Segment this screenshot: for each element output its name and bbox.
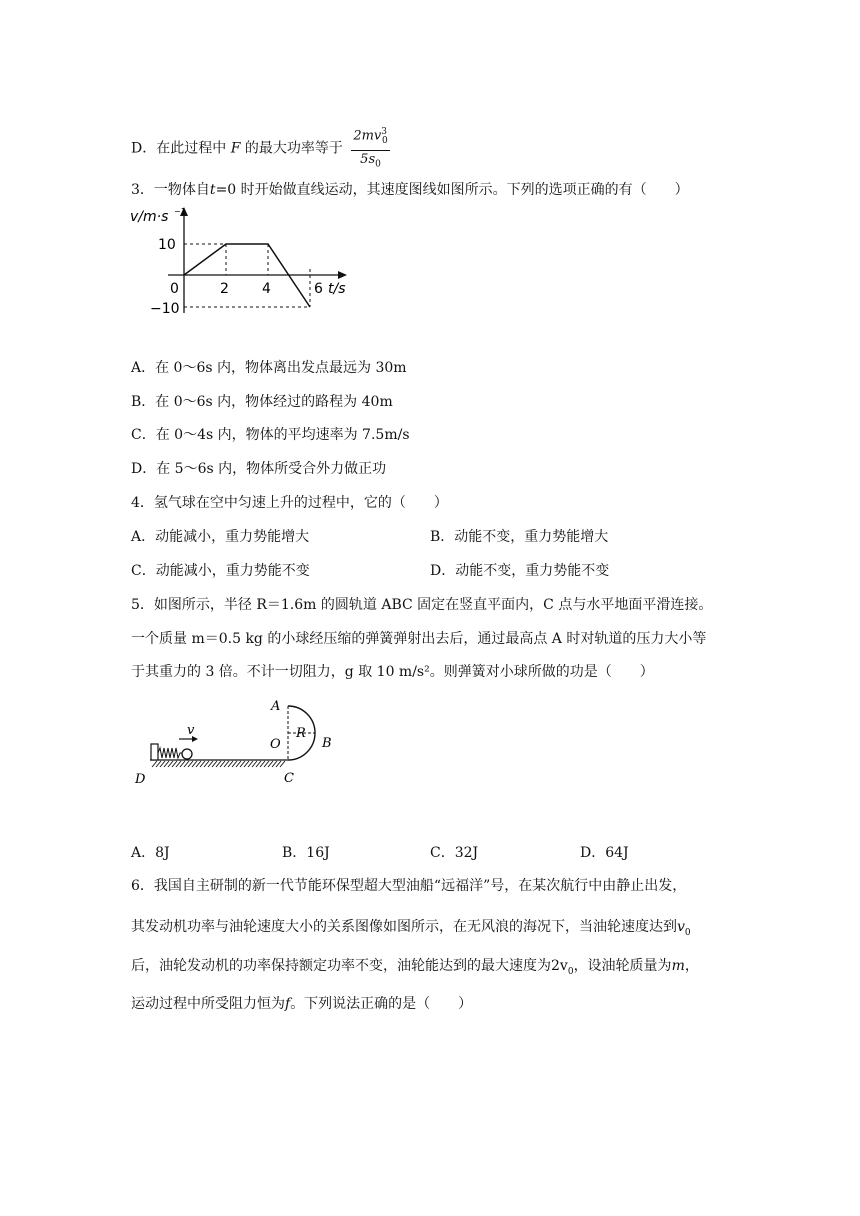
q6-stem-line-2 [131,917,691,943]
ball [182,749,192,759]
label-O: O [270,737,281,752]
q2-option-d-var: F [230,140,241,157]
q5-stem-line-3: 于其重力的 3 倍。不计一切阻力，g 取 10 m/s²。则弹簧对小球所做的功是（ ） [131,664,654,680]
q5-stem-line-2: 一个质量 m＝0.5 kg 的小球经压缩的弹簧弹射出去后，通过最高点 A 时对轨道的压力大小等 [131,631,707,647]
x-axis-label: t/s [328,281,346,297]
q4-option-c: C．动能减小，重力势能不变 [131,563,310,579]
q4-option-a: A．动能减小，重力势能增大 [131,529,310,545]
q6-f: f [285,996,291,1012]
q6-comma-m: ，设油轮质量为 [573,958,672,974]
label-B: B [322,736,332,751]
q3-option-a: A．在 0～6s 内，物体离出发点最远为 30m [131,360,407,376]
q4-stem: 4．氢气球在空中匀速上升的过程中，它的（ ） [131,495,448,511]
wall [151,744,158,760]
q6-stem-line-4 [131,994,472,1014]
q6-two-v0: 2v [551,958,568,974]
q3-stem-b: =0 时开始做直线运动，其速度图线如图所示。下列的选项正确的有（ ） [215,182,689,198]
q2-option-d [131,124,390,173]
velocity-label: v [187,723,195,738]
q6-comma: ， [684,958,699,974]
q2-frac-den: 5s [360,151,376,167]
label-R: R [296,726,306,741]
q6-m: m [671,958,685,974]
y-tick-neg10: −10 [150,301,180,317]
q6-stem-line-2-text: 其发动机功率与油轮速度大小的关系图像如图所示，在无风浪的海况下，当油轮速度达到 [131,919,677,935]
q5-option-d: D．64J [580,845,629,861]
q6-v0-sub: 0 [684,927,691,938]
q2-frac-num: 2mv [353,128,382,144]
q2-frac-num-sub: 0 [382,135,388,146]
q3-option-d: D．在 5～6s 内，物体所受合外力做正功 [131,461,387,477]
q2-fraction [351,124,389,173]
x-tick-6: 6 [314,281,323,297]
q3-option-b: B．在 0～6s 内，物体经过的路程为 40m [131,394,393,410]
x-tick-2: 2 [220,281,229,297]
q4-option-b: B．动能不变，重力势能增大 [430,529,609,545]
q3-option-c: C．在 0～4s 内，物体的平均速率为 7.5m/s [131,427,410,443]
q2-frac-num-sup: 3 [381,127,387,137]
y-axis-unit-exp: −1 [174,207,186,216]
q5-track-figure [128,690,358,800]
q3-velocity-graph [128,203,368,323]
label-D: D [135,772,146,787]
q5-option-a: A．8J [131,845,170,861]
label-A: A [271,699,281,714]
q6-stem-line-3 [131,956,699,982]
spring [158,748,182,758]
q3-stem-t: t [209,182,216,198]
x-tick-4: 4 [262,281,271,297]
q5-option-c: C．32J [430,845,479,861]
q6-stem-line-1: 6．我国自主研制的新一代节能环保型超大型油船“远福洋”号，在某次航行中由静止出发， [131,878,687,894]
q6-stem-line-4-text: 运动过程中所受阻力恒为 [131,996,285,1012]
q3-stem-a: 3．一物体自 [131,182,210,198]
label-C: C [284,771,294,786]
q6-two-v0-sub: 0 [567,966,574,977]
ground-hatch [152,761,285,767]
origin-label: 0 [170,281,179,297]
q4-option-d: D．动能不变，重力势能不变 [430,563,610,579]
q2-option-d-prefix: D．在此过程中 [131,140,227,157]
q2-option-d-mid: 的最大功率等于 [244,140,343,157]
q3-stem [131,180,689,200]
x-axis-arrow [338,271,347,279]
q6-v0: v [677,919,685,935]
q5-option-b: B．16J [282,845,330,861]
y-tick-10: 10 [158,237,176,253]
q6-stem-line-3-text: 后，油轮发动机的功率保持额定功率不变，油轮能达到的最大速度为 [131,958,551,974]
q5-stem-line-1: 5．如图所示，半径 R＝1.6m 的圆轨道 ABC 固定在竖直平面内，C 点与水平地面平滑连接。 [131,597,713,613]
y-axis-label: v/m·s [130,209,169,225]
q2-frac-den-sub: 0 [375,159,381,170]
q6-stem-line-4-end: 。下列说法正确的是（ ） [290,996,473,1012]
